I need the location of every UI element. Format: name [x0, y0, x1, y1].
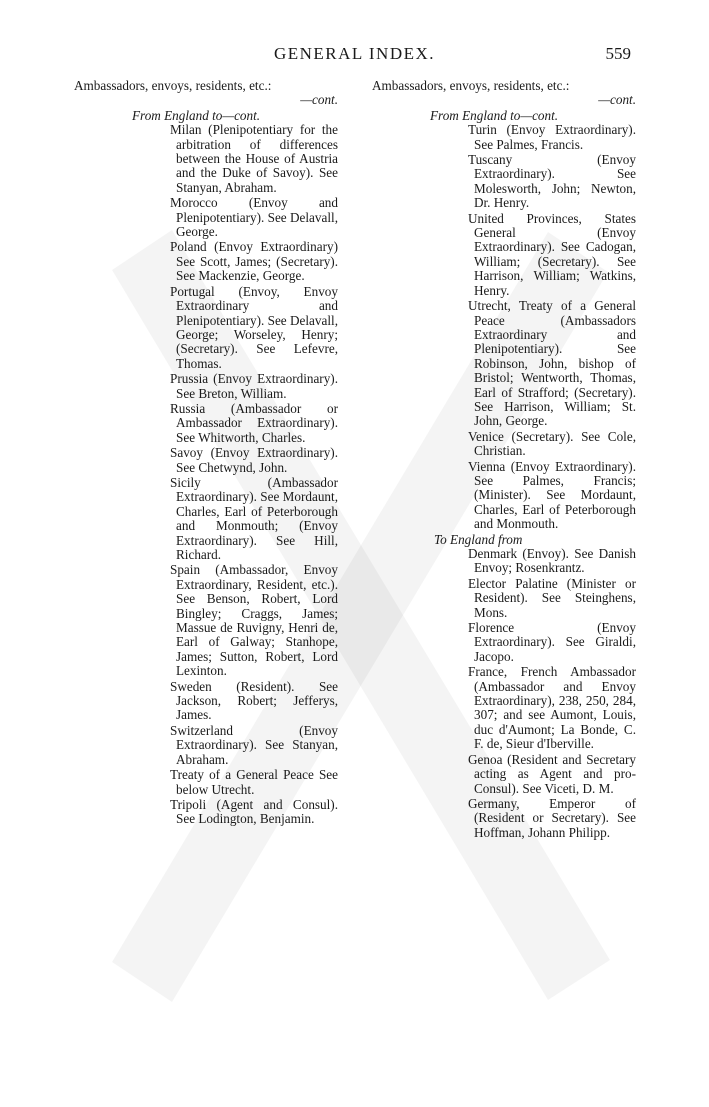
right-column — [372, 79, 636, 841]
index-entry: United Provinces, States General (Envoy Extraordinary). See Cadogan, William; (Secretary). See Harrison, William; Watkins, Henry. — [468, 210, 636, 298]
index-entry: Treaty of a General Peace See below Utrecht. — [170, 767, 338, 797]
index-subheading: From England to—cont. — [132, 107, 261, 123]
index-entry: Utrecht, Treaty of a General Peace (Ambassadors Extraordinary and Plenipotentiary). See Robinson, John, bishop of Bristol; Wentworth, Thomas, Earl of Strafford; (Secretary). See Harrison, William; St. John, George. — [468, 298, 636, 429]
continued-marker: —cont. — [300, 92, 338, 108]
entry-list — [170, 123, 338, 827]
continued-marker: —cont. — [598, 92, 636, 108]
page-title: GENERAL INDEX. — [273, 44, 436, 63]
index-entry: Milan (Plenipotentiary for the arbitration of differences between the House of Austria and the Duke of Savoy). See Stanyan, Abraham. — [170, 122, 338, 195]
index-entry: Sicily (Ambassador Extraordinary). See Mordaunt, Charles, Earl of Peterborough and Monmouth; (Envoy Extraordinary). See Hill, Richard. — [170, 474, 338, 562]
index-entry: Poland (Envoy Extraordinary) See Scott, James; (Secretary). See Mackenzie, George. — [170, 239, 338, 284]
index-entry: Vienna (Envoy Extraordinary). See Palmes, Francis; (Minister). See Mordaunt, Charles, Earl of Peterborough and Monmouth. — [468, 458, 636, 532]
index-entry: Russia (Ambassador or Ambassador Extraordinary). See Whitworth, Charles. — [170, 400, 338, 445]
page-header — [0, 44, 709, 68]
page-number: 559 — [605, 44, 631, 63]
index-subheading: From England to—cont. — [430, 107, 559, 123]
index-entry: Spain (Ambassador, Envoy Extraordinary, Resident, etc.). See Benson, Robert, Lord Bingley; Craggs, James; Massue de Ruvigny, Henri de, Earl of Galway; Stanhope, James; Sutton, Robert, Lord Lexinton. — [170, 562, 338, 679]
index-entry: Sweden (Resident). See Jackson, Robert; Jefferys, James. — [170, 678, 338, 723]
index-subheading: To England from — [434, 531, 523, 547]
left-column — [74, 79, 338, 828]
index-entry: Genoa (Resident and Secretary acting as Agent and pro-Consul). See Viceti, D. M. — [468, 751, 636, 796]
entry-list — [468, 547, 636, 840]
index-entry: Savoy (Envoy Extraordinary). See Chetwynd, John. — [170, 445, 338, 475]
index-entry: Portugal (Envoy, Envoy Extraordinary and Plenipotentiary). See Delavall, George; Worseley, Henry; (Secretary). See Lefevre, Thomas. — [170, 283, 338, 371]
index-heading: Ambassadors, envoys, residents, etc.: — [74, 78, 272, 93]
index-entry: Germany, Emperor of (Resident or Secretary). See Hoffman, Johann Philipp. — [468, 795, 636, 840]
index-entry: Turin (Envoy Extraordinary). See Palmes, Francis. — [468, 122, 636, 152]
index-entry: France, French Ambassador (Ambassador and Envoy Extraordinary), 238, 250, 284, 307; and see Aumont, Louis, duc d'Aumont; La Bonde, C. F. de, Sieur d'Iberville. — [468, 664, 636, 752]
index-entry: Florence (Envoy Extraordinary). See Giraldi, Jacopo. — [468, 620, 636, 664]
index-entry: Morocco (Envoy and Plenipotentiary). See Delavall, George. — [170, 195, 338, 240]
index-entry: Tripoli (Agent and Consul). See Lodington, Benjamin. — [170, 796, 338, 827]
index-entry: Elector Palatine (Minister or Resident). See Steinghens, Mons. — [468, 575, 636, 620]
index-entry: Denmark (Envoy). See Danish Envoy; Rosenkrantz. — [468, 546, 636, 576]
index-entry: Prussia (Envoy Extraordinary). See Breton, William. — [170, 371, 338, 401]
index-entry: Tuscany (Envoy Extraordinary). See Molesworth, John; Newton, Dr. Henry. — [468, 152, 636, 211]
entry-list — [468, 123, 636, 531]
index-entry: Switzerland (Envoy Extraordinary). See Stanyan, Abraham. — [170, 722, 338, 767]
index-heading: Ambassadors, envoys, residents, etc.: — [372, 78, 570, 93]
index-entry: Venice (Secretary). See Cole, Christian. — [468, 428, 636, 459]
